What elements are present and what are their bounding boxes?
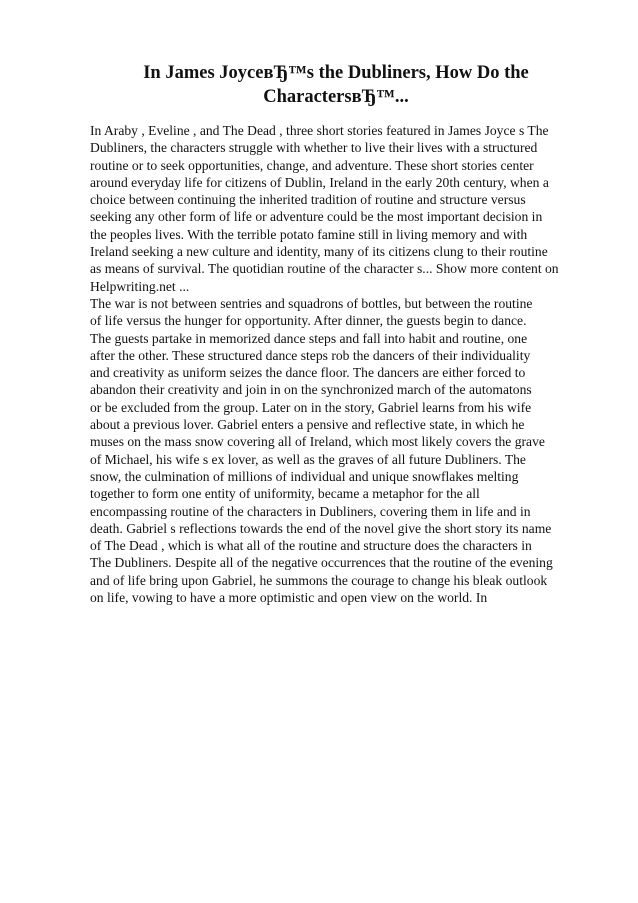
document-body	[90, 122, 610, 606]
body-line: Ireland seeking a new culture and identity, many of its citizens clung to their routine	[90, 244, 548, 260]
body-line: after the other. These structured dance steps rob the dancers of their individuality	[90, 347, 531, 363]
body-line: or be excluded from the group. Later on in the story, Gabriel learns from his wife	[90, 399, 532, 415]
body-line: The guests partake in memorized dance steps and fall into habit and routine, one	[90, 330, 528, 346]
title-line: CharactersвЂ™...	[263, 87, 409, 107]
body-line: and of life bring upon Gabriel, he summons the courage to change his bleak outlook	[90, 572, 548, 588]
body-line: of life versus the hunger for opportunity. After dinner, the guests begin to dance.	[90, 313, 527, 329]
body-line: snow, the culmination of millions of individual and unique snowflakes melting	[90, 468, 519, 484]
body-line: of Michael, his wife s ex lover, as well as the graves of all future Dubliners. The	[90, 451, 526, 467]
body-line: of The Dead , which is what all of the routine and structure does the characters in	[90, 538, 532, 554]
body-line: on life, vowing to have a more optimistic and open view on the world. In	[90, 590, 488, 606]
body-line: muses on the mass snow covering all of Ireland, which most likely covers the grave	[90, 434, 545, 450]
body-line: the peoples lives. With the terrible potato famine still in living memory and with	[90, 226, 528, 242]
body-line: Dubliners, the characters struggle with whether to live their lives with a structured	[90, 140, 538, 156]
body-line: The war is not between sentries and squadrons of bottles, but between the routine	[90, 295, 533, 311]
body-line: as means of survival. The quotidian routine of the character s... Show more content on	[90, 261, 559, 277]
body-line: The Dubliners. Despite all of the negative occurrences that the routine of the evening	[90, 555, 553, 571]
title-line: In James JoyceвЂ™s the Dubliners, How Do the	[143, 63, 529, 83]
body-line: abandon their creativity and join in on the synchronized march of the automatons	[90, 382, 532, 398]
body-line: encompassing routine of the characters in Dubliners, covering them in life and in	[90, 503, 531, 519]
body-line: death. Gabriel s reflections towards the end of the novel give the short story its name	[90, 520, 552, 536]
body-line: together to form one entity of uniformity, became a metaphor for the all	[90, 486, 480, 502]
body-line: about a previous lover. Gabriel enters a pensive and reflective state, in which he	[90, 417, 525, 433]
document-title	[96, 61, 576, 109]
body-line: In Araby , Eveline , and The Dead , three short stories featured in James Joyce s The	[90, 123, 549, 138]
body-line: choice between continuing the inherited tradition of routine and structure versus	[90, 192, 526, 208]
body-line: routine or to seek opportunities, change, and adventure. These short stories center	[90, 157, 534, 173]
body-line: around everyday life for citizens of Dublin, Ireland in the early 20th century, when a	[90, 174, 549, 190]
body-line: and creativity as uniform seizes the dance floor. The dancers are either forced to	[90, 365, 526, 381]
body-line: Helpwriting.net ...	[90, 278, 190, 294]
body-line: seeking any other form of life or adventure could be the most important decision in	[90, 209, 543, 225]
